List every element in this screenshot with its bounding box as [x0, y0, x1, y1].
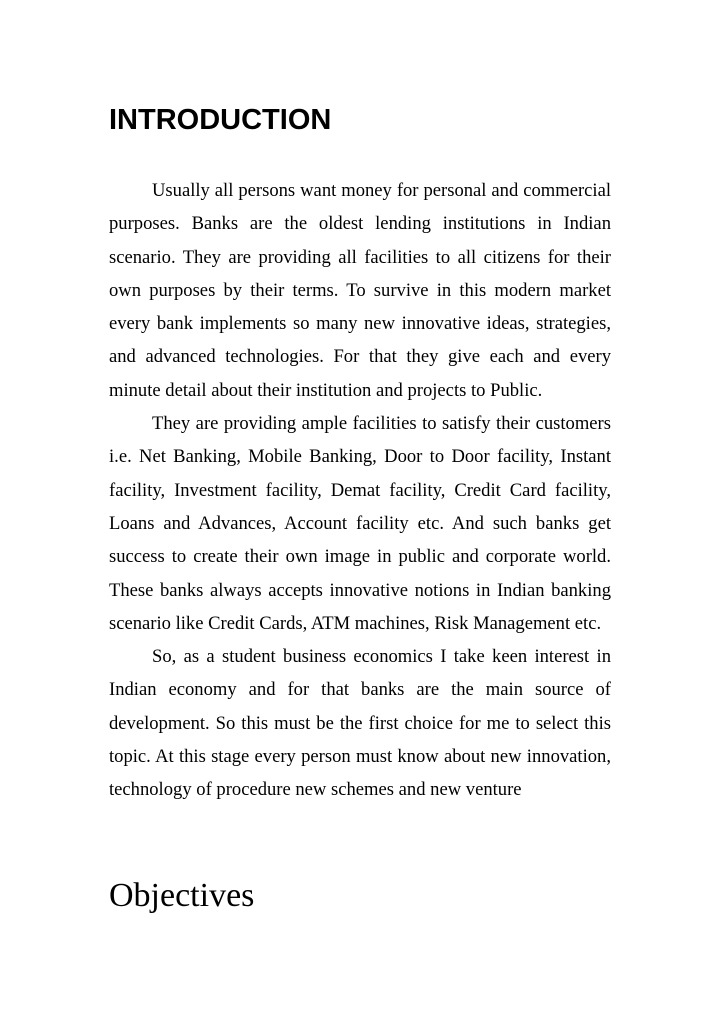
paragraph: They are providing ample facilities to satisfy their customers i.e. Net Banking, Mobile Banking, Door to Door facility, Instant facility, Investment facility, Demat facility, Credit Card facility, Loans and Advances, Account facility etc. And such banks get success to create their own image in public and corporate world. These banks always accepts innovative notions in Indian banking scenario like Credit Cards, ATM machines, Risk Management etc. [109, 413, 611, 634]
paragraph: So, as a student business economics I take keen interest in Indian economy and for that banks are the main source of development. So this must be the first choice for me to select this topic. At this stage every person must know about new innovation, technology of procedure new schemes and new venture [109, 646, 611, 801]
paragraph: Usually all persons want money for personal and commercial purposes. Banks are the oldest lending institutions in Indian scenario. They are providing all facilities to all citizens for their own purposes by their terms. To survive in this modern market every bank implements so many new innovative ideas, strategies, and advanced technologies. For that they give each and every minute detail about their institution and projects to Public. [109, 180, 611, 401]
section-heading-objectives: Objectives [109, 877, 255, 914]
page-title: INTRODUCTION [109, 104, 332, 136]
introduction-body [109, 174, 611, 807]
